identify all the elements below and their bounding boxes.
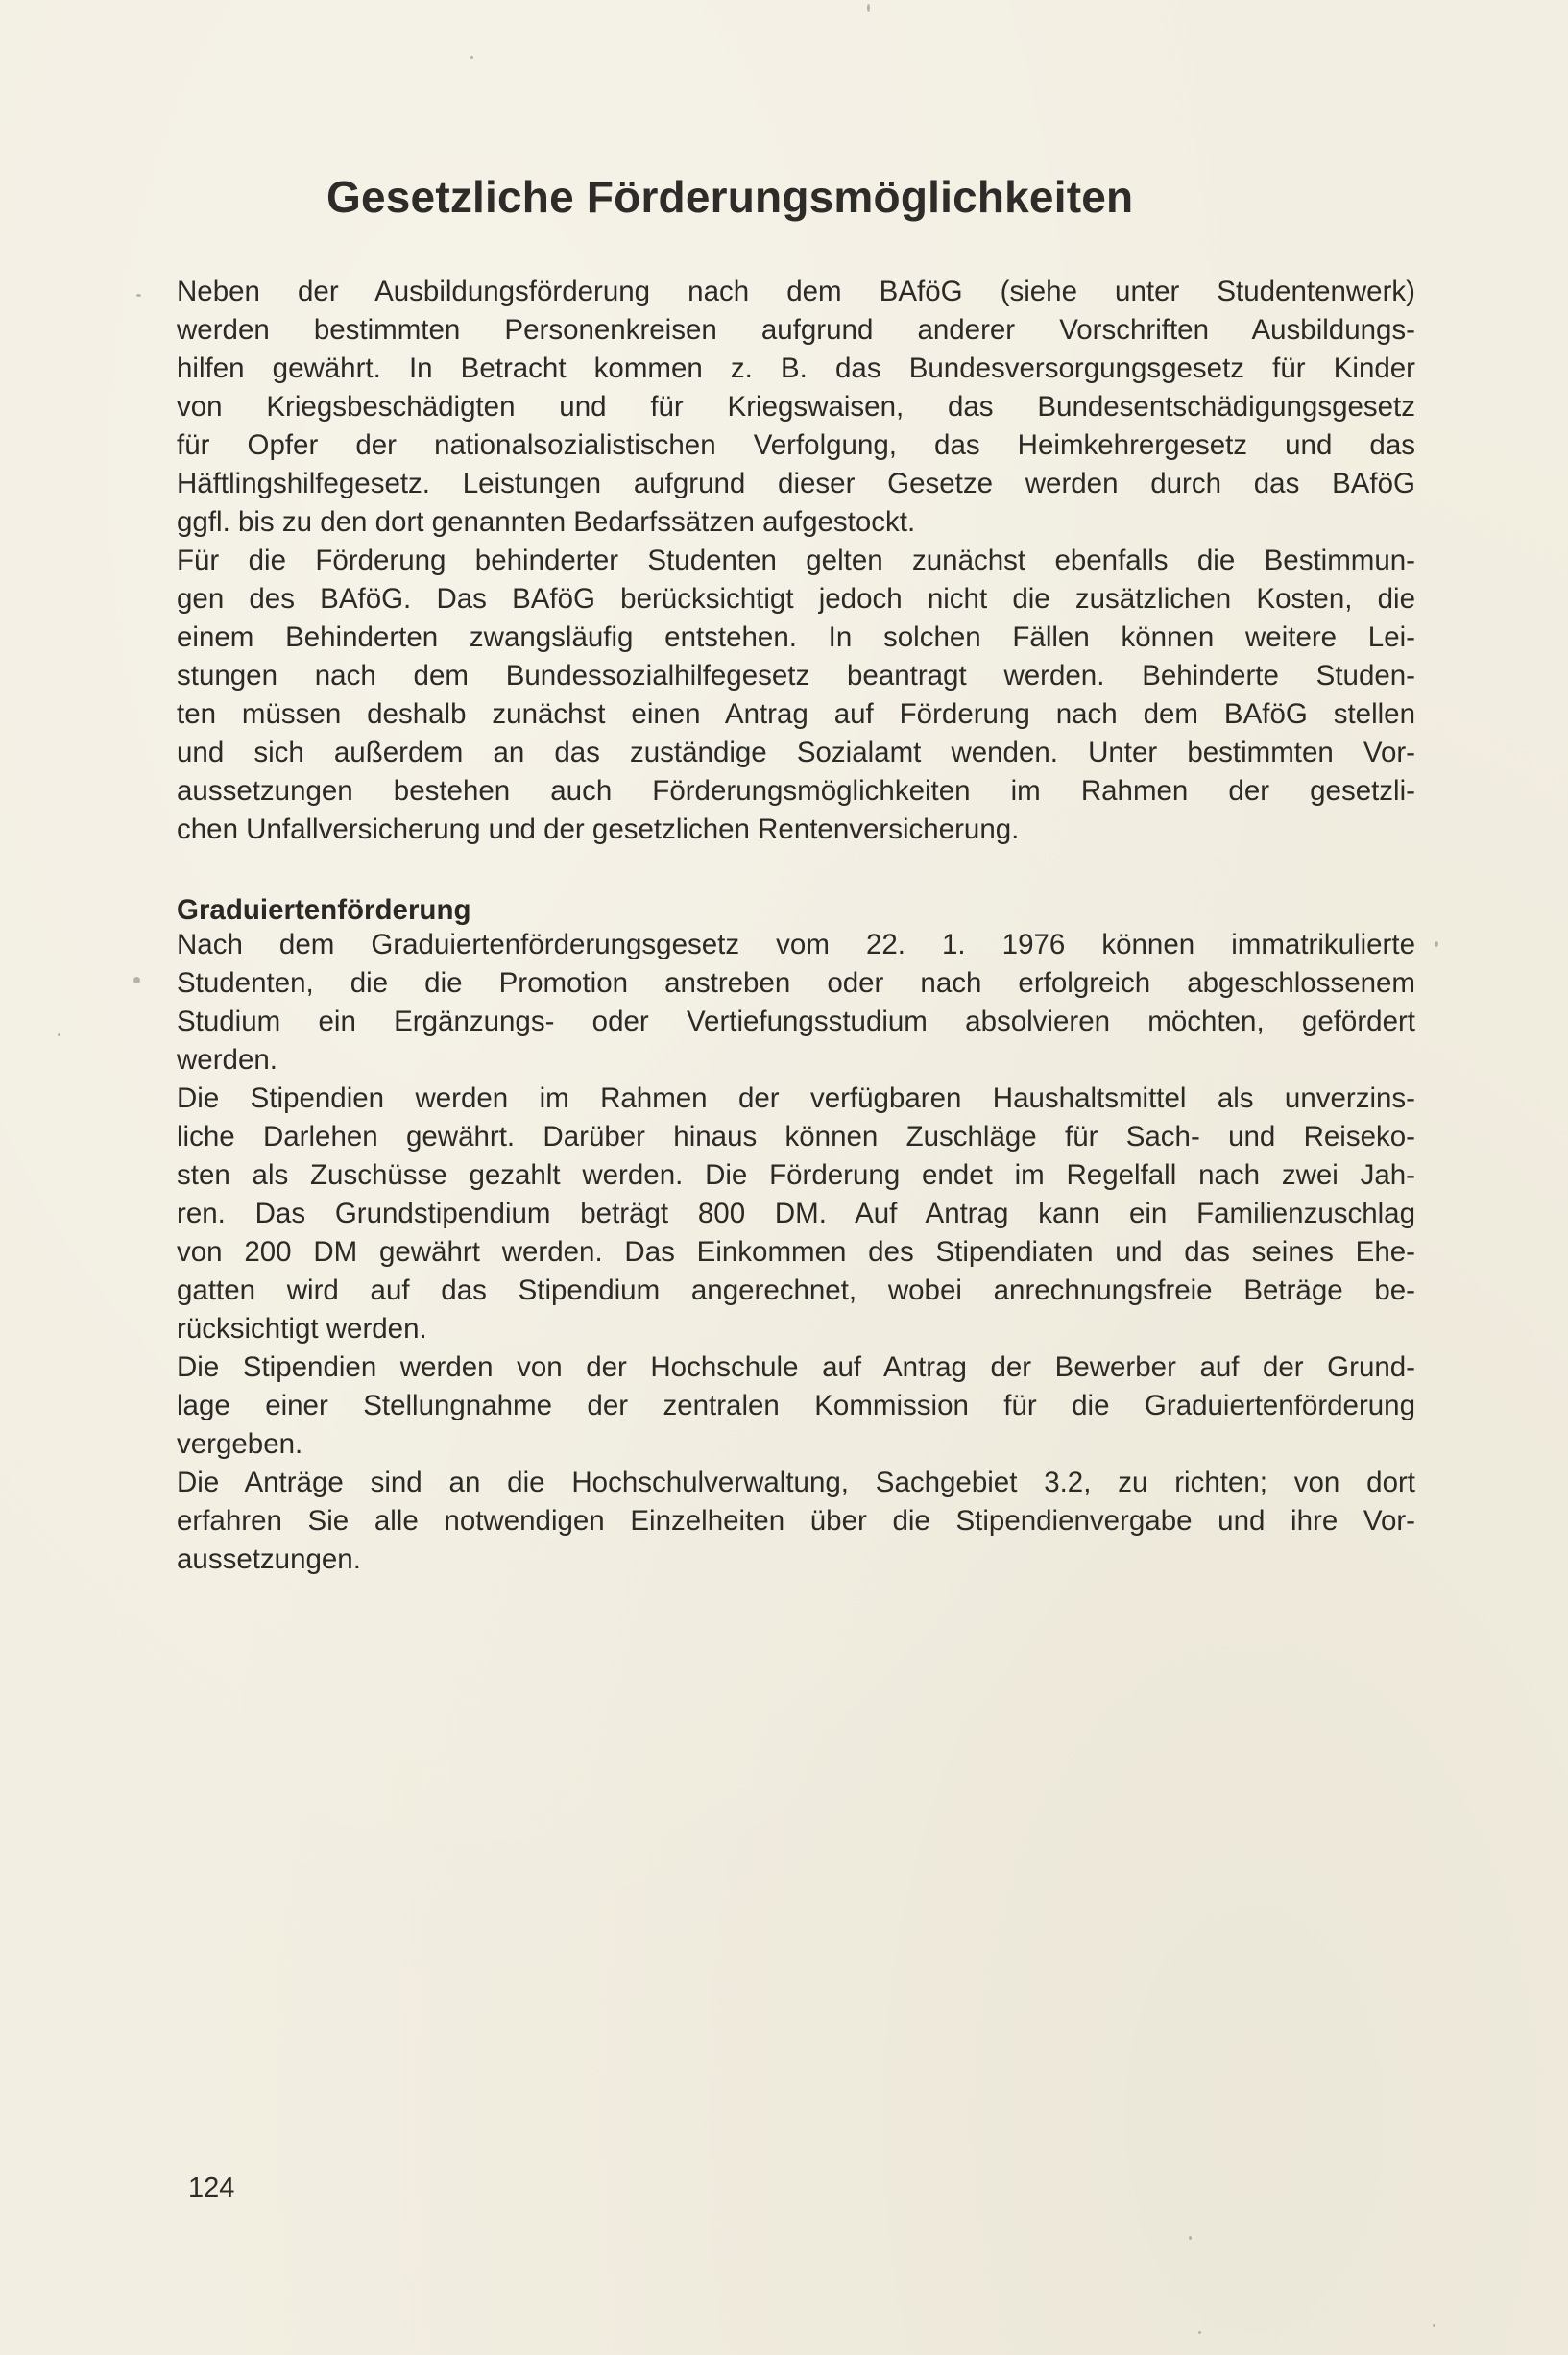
page-number: 124 bbox=[188, 2173, 235, 2203]
paper-speck bbox=[58, 1033, 60, 1036]
paragraph-line: ten müssen deshalb zunächst einen Antrag auf Förderung nach dem BAföG stellen bbox=[177, 698, 1415, 730]
section-legal-funding bbox=[177, 273, 1415, 849]
paragraph-line: und sich außerdem an das zuständige Sozialamt wenden. Unter bestimmten Vor- bbox=[177, 737, 1415, 768]
paragraph-line: lage einer Stellungnahme der zentralen Kommission für die Graduiertenförderung bbox=[177, 1390, 1415, 1421]
paragraph-line: Nach dem Graduiertenförderungsgesetz vom 22. 1. 1976 können immatrikulierte bbox=[177, 929, 1415, 960]
paper-speck bbox=[1433, 2324, 1435, 2327]
paragraph-line: werden. bbox=[177, 1044, 277, 1076]
paragraph-line: liche Darlehen gewährt. Darüber hinaus können Zuschläge für Sach- und Reiseko- bbox=[177, 1121, 1415, 1153]
paper-speck bbox=[1189, 2236, 1192, 2240]
paragraph-line: Häftlingshilfegesetz. Leistungen aufgrund dieser Gesetze werden durch das BAföG bbox=[177, 468, 1415, 499]
paragraph-line: stungen nach dem Bundessozialhilfegesetz beantragt werden. Behinderte Studen- bbox=[177, 660, 1415, 692]
paragraph-line: einem Behinderten zwangsläufig entstehen. In solchen Fällen können weitere Lei- bbox=[177, 621, 1415, 653]
paragraph-line: Studenten, die die Promotion anstreben oder nach erfolgreich abgeschlossenem bbox=[177, 967, 1415, 999]
paragraph-line: gen des BAföG. Das BAföG berücksichtigt jedoch nicht die zusätzlichen Kosten, die bbox=[177, 583, 1415, 615]
paragraph-line: erfahren Sie alle notwendigen Einzelheiten über die Stipendienvergabe und ihre Vor- bbox=[177, 1505, 1415, 1537]
paragraph-line: ggfl. bis zu den dort genannten Bedarfssätzen aufgestockt. bbox=[177, 506, 916, 538]
paragraph-line: gatten wird auf das Stipendium angerechnet, wobei anrechnungsfreie Beträge be- bbox=[177, 1275, 1415, 1306]
paragraph-line: Für die Förderung behinderter Studenten gelten zunächst ebenfalls die Bestimmun- bbox=[177, 545, 1415, 576]
page-title: Gesetzliche Förderungsmöglichkeiten bbox=[326, 172, 1134, 222]
paragraph-line: von Kriegsbeschädigten und für Kriegswaisen, das Bundesentschädigungsgesetz bbox=[177, 391, 1415, 423]
paragraph-line: für Opfer der nationalsozialistischen Verfolgung, das Heimkehrergesetz und das bbox=[177, 429, 1415, 461]
paper-speck bbox=[867, 4, 870, 12]
paper-speck bbox=[133, 977, 140, 983]
paragraph-line: werden bestimmten Personenkreisen aufgrund anderer Vorschriften Ausbildungs- bbox=[177, 314, 1415, 346]
paper-speck bbox=[136, 294, 141, 297]
paragraph-line: aussetzungen. bbox=[177, 1543, 361, 1575]
paper-speck bbox=[1435, 941, 1438, 947]
paragraph-line: chen Unfallversicherung und der gesetzlichen Rentenversicherung. bbox=[177, 813, 1020, 845]
paragraph-line: Neben der Ausbildungsförderung nach dem BAföG (siehe unter Studentenwerk) bbox=[177, 276, 1415, 307]
paragraph-line: Die Anträge sind an die Hochschulverwaltung, Sachgebiet 3.2, zu richten; von dort bbox=[177, 1467, 1415, 1498]
paragraph-line: Die Stipendien werden von der Hochschule auf Antrag der Bewerber auf der Grund- bbox=[177, 1351, 1415, 1383]
paragraph-line: von 200 DM gewährt werden. Das Einkommen des Stipendiaten und das seines Ehe- bbox=[177, 1236, 1415, 1268]
paragraph-line: Studium ein Ergänzungs- oder Vertiefungsstudium absolvieren möchten, gefördert bbox=[177, 1006, 1415, 1037]
paragraph-line: aussetzungen bestehen auch Förderungsmöglichkeiten im Rahmen der gesetzli- bbox=[177, 775, 1415, 807]
paragraph-line: hilfen gewährt. In Betracht kommen z. B. das Bundesversorgungsgesetz für Kinder bbox=[177, 352, 1415, 384]
paragraph-line: ren. Das Grundstipendium beträgt 800 DM. Auf Antrag kann ein Familienzuschlag bbox=[177, 1198, 1415, 1229]
section-graduate-funding bbox=[177, 926, 1415, 1579]
paragraph-line: Die Stipendien werden im Rahmen der verfügbaren Haushaltsmittel als unverzins- bbox=[177, 1082, 1415, 1114]
paragraph-line: rücksichtigt werden. bbox=[177, 1313, 427, 1345]
paper-speck bbox=[470, 56, 473, 59]
paragraph-line: sten als Zuschüsse gezahlt werden. Die Förderung endet im Regelfall nach zwei Jah- bbox=[177, 1159, 1415, 1191]
paragraph-line: vergeben. bbox=[177, 1428, 303, 1460]
section-heading-graduate-funding: Graduiertenförderung bbox=[177, 894, 471, 926]
paper-speck bbox=[1198, 2331, 1201, 2334]
